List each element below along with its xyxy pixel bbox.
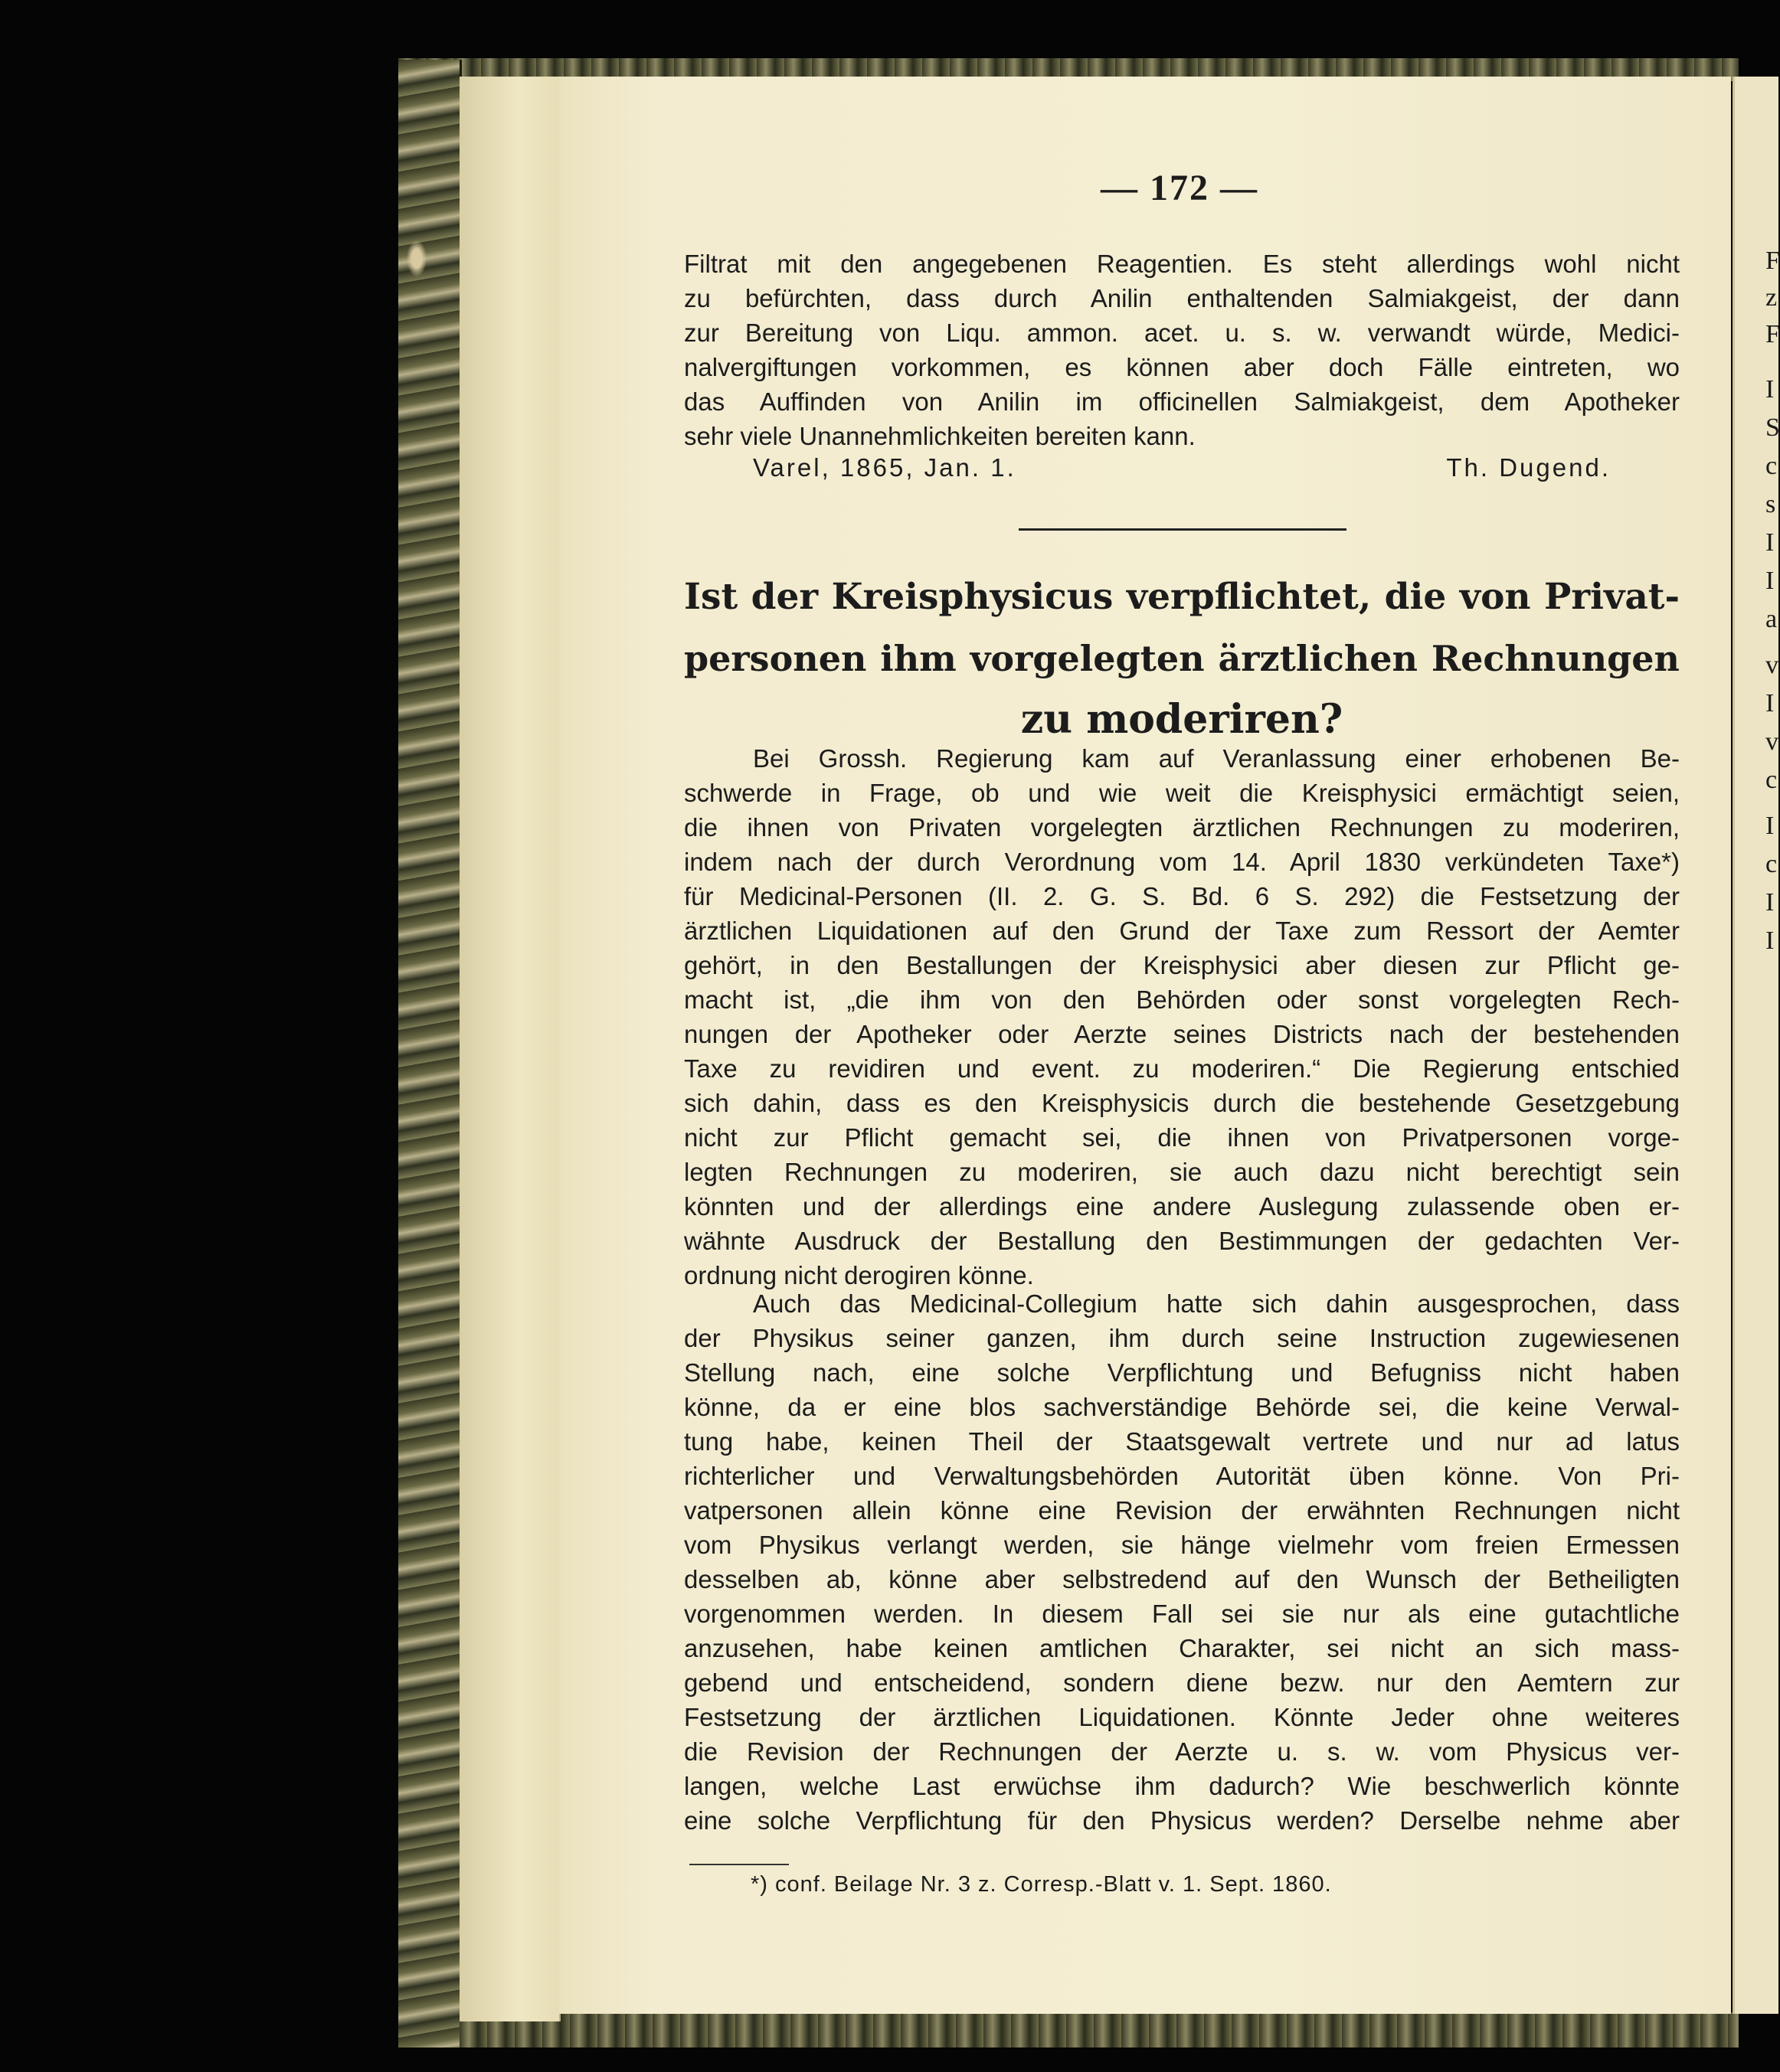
- next-page-letter: z: [1765, 283, 1778, 312]
- text-line: vorgenommen werden. In diesem Fall sei sie nur als eine gutachtliche: [684, 1600, 1680, 1628]
- author-name: Th. Dugend.: [1446, 453, 1611, 482]
- text-line: zur Bereitung von Liqu. ammon. acet. u. s. w. verwandt würde, Medici-: [684, 319, 1680, 347]
- next-page-letter: S: [1765, 413, 1780, 442]
- next-page-letter: I: [1765, 812, 1775, 840]
- top-paragraph: [684, 247, 1680, 453]
- text-line: Festsetzung der ärztlichen Liquidationen. Könnte Jeder ohne weiteres: [684, 1703, 1680, 1731]
- text-line: macht ist, „die ihm von den Behörden oder sonst vorgelegten Rech-: [684, 985, 1680, 1014]
- text-line: für Medicinal-Personen (II. 2. G. S. Bd. 6 S. 292) die Festsetzung der: [684, 882, 1680, 910]
- text-line: Stellung nach, eine solche Verpflichtung und Befugniss nicht haben: [684, 1358, 1680, 1387]
- next-page-letter: v: [1765, 651, 1778, 679]
- text-line: könnten und der allerdings eine andere Auslegung zulassende oben er-: [684, 1192, 1680, 1221]
- heading-line: Ist der Kreisphysicus verpflichtet, die von Privat-: [684, 576, 1680, 618]
- text-line: sehr viele Unannehmlichkeiten bereiten kann.: [684, 422, 1196, 450]
- next-page-letter: I: [1765, 927, 1775, 955]
- text-line: ärztlichen Liquidationen auf den Grund der Taxe zum Ressort der Aemter: [684, 917, 1680, 945]
- text-line: eine solche Verpflichtung für den Physicus werden? Derselbe nehme aber: [684, 1806, 1680, 1835]
- text-line: anzusehen, habe keinen amtlichen Charakter, sei nicht an sich mass-: [684, 1634, 1680, 1662]
- text-line: die ihnen von Privaten vorgelegten ärztlichen Rechnungen zu moderiren,: [684, 813, 1680, 842]
- text-line: ordnung nicht derogiren könne.: [684, 1261, 1034, 1289]
- next-page-letter: a: [1765, 605, 1778, 633]
- section-divider: [1019, 528, 1346, 531]
- next-page-letter: I: [1765, 375, 1775, 404]
- body-paragraph-1: [684, 741, 1680, 1293]
- body-paragraph-2: [684, 1286, 1680, 1838]
- text-line: legten Rechnungen zu moderiren, sie auch dazu nicht berechtigt sein: [684, 1158, 1680, 1186]
- text-line: vatpersonen allein könne eine Revision der erwähnten Rechnungen nicht: [684, 1496, 1680, 1525]
- text-line: das Auffinden von Anilin im officinellen Salmiakgeist, dem Apotheker: [684, 387, 1680, 416]
- text-line: Bei Grossh. Regierung kam auf Veranlassung einer erhobenen Be-: [753, 744, 1680, 773]
- text-line: desselben ab, könne aber selbstredend auf den Wunsch der Betheiligten: [684, 1565, 1680, 1593]
- heading-line: personen ihm vorgelegten ärztlichen Rechnungen: [684, 638, 1680, 679]
- next-page-letter: c: [1765, 850, 1778, 878]
- marbled-edge-bottom: [460, 2012, 1739, 2047]
- next-page-letter: F: [1765, 320, 1780, 348]
- text-line: gehört, in den Bestallungen der Kreisphysici aber diesen zur Pflicht ge-: [684, 951, 1680, 979]
- text-line: sich dahin, dass es den Kreisphysicis durch die bestehende Gesetzgebung: [684, 1089, 1680, 1117]
- next-page-letter: c: [1765, 452, 1778, 480]
- text-line: der Physikus seiner ganzen, ihm durch seine Instruction zugewiesenen: [684, 1324, 1680, 1352]
- next-page-letter: s: [1765, 490, 1776, 518]
- text-line: die Revision der Rechnungen der Aerzte u. s. w. vom Physicus ver-: [684, 1737, 1680, 1766]
- next-page-letter: I: [1765, 689, 1775, 717]
- text-line: gebend und entscheidend, sondern diene bezw. nur den Aemtern zur: [684, 1668, 1680, 1697]
- text-line: nalvergiftungen vorkommen, es können aber doch Fälle eintreten, wo: [684, 353, 1680, 381]
- footnote: *) conf. Beilage Nr. 3 z. Corresp.-Blatt v. 1. Sept. 1860.: [751, 1872, 1332, 1897]
- text-line: langen, welche Last erwüchse ihm dadurch? Wie beschwerlich könnte: [684, 1772, 1680, 1800]
- heading-line: zu moderiren?: [1020, 696, 1343, 743]
- blank-leaf: [460, 77, 561, 2021]
- text-line: wähnte Ausdruck der Bestallung den Bestimmungen der gedachten Ver-: [684, 1227, 1680, 1255]
- text-line: schwerde in Frage, ob und wie weit die Kreisphysici ermächtigt seien,: [684, 779, 1680, 807]
- next-page-letter: I: [1765, 567, 1775, 595]
- text-line: vom Physikus verlangt werden, sie hänge vielmehr vom freien Ermessen: [684, 1531, 1680, 1559]
- article-heading: [684, 567, 1680, 750]
- text-line: nungen der Apotheker oder Aerzte seines Districts nach der bestehenden: [684, 1020, 1680, 1048]
- text-line: richterlicher und Verwaltungsbehörden Autorität üben könne. Von Pri-: [684, 1462, 1680, 1490]
- text-line: Taxe zu revidiren und event. zu moderiren.“ Die Regierung entschied: [684, 1054, 1680, 1083]
- page-number: — 172 —: [1101, 168, 1258, 208]
- marbled-binding: [398, 60, 462, 2047]
- next-page-letter: I: [1765, 888, 1775, 917]
- text-line: zu befürchten, dass durch Anilin enthaltenden Salmiakgeist, der dann: [684, 284, 1680, 312]
- text-line: tung habe, keinen Theil der Staatsgewalt vertrete und nur ad latus: [684, 1427, 1680, 1456]
- next-page-letter: c: [1765, 766, 1778, 794]
- text-line: könne, da er eine blos sachverständige Behörde sei, die keine Verwal-: [684, 1393, 1680, 1421]
- text-line: Auch das Medicinal-Collegium hatte sich dahin ausgesprochen, dass: [753, 1289, 1680, 1318]
- text-line: indem nach der durch Verordnung vom 14. April 1830 verkündeten Taxe*): [684, 848, 1680, 876]
- next-page-letter: I: [1765, 528, 1775, 557]
- text-line: nicht zur Pflicht gemacht sei, die ihnen von Privatpersonen vorge-: [684, 1123, 1680, 1152]
- next-page-edge: [1733, 77, 1778, 2014]
- signature-line: [753, 453, 1680, 482]
- place-date: Varel, 1865, Jan. 1.: [753, 453, 1016, 482]
- text-line: Filtrat mit den angegebenen Reagentien. Es steht allerdings wohl nicht: [684, 250, 1680, 278]
- next-page-letter: F: [1765, 247, 1780, 275]
- footnote-rule: [689, 1864, 789, 1865]
- next-page-letter: v: [1765, 727, 1778, 756]
